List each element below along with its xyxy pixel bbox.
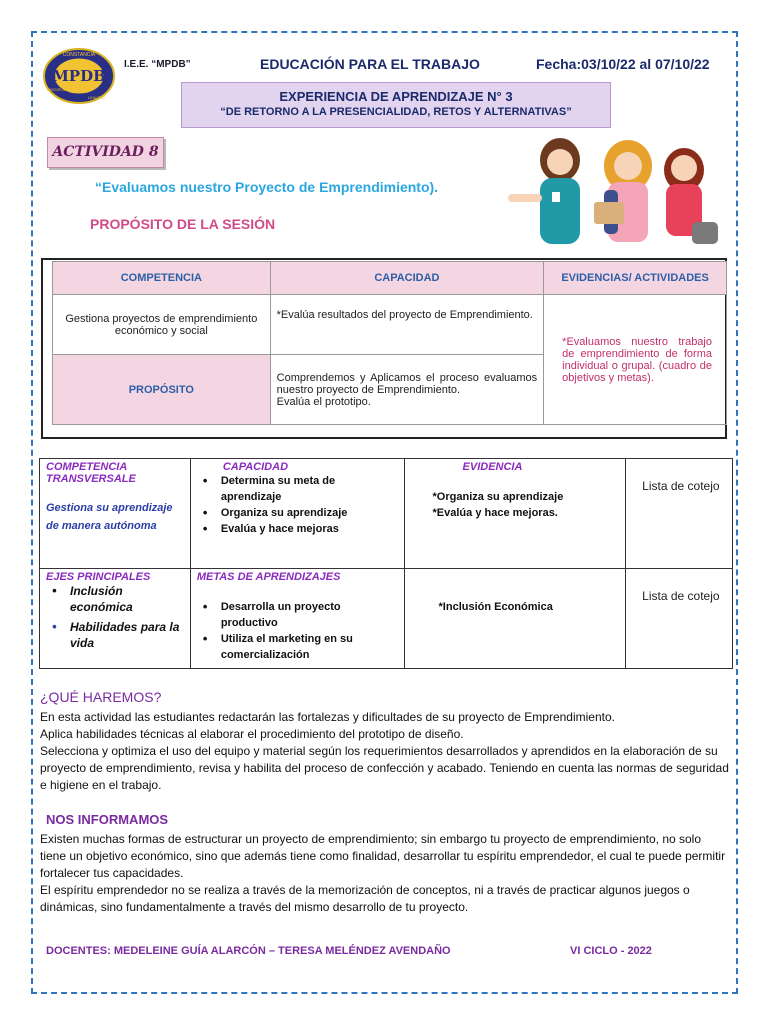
list-item: • Evalúa y hace mejoras (197, 521, 398, 537)
transversal-competence-value: Gestiona su aprendizaje de manera autónoma (46, 502, 173, 532)
list-item: • Habilidades para la vida (46, 619, 184, 651)
proposito-text-2: Evalúa el prototipo. (276, 395, 371, 408)
list-item: • Determina su meta de aprendizaje (197, 473, 398, 505)
experience-subtitle: “DE RETORNO A LA PRESENCIALIDAD, RETOS Y ALTERNATIVAS” (220, 106, 572, 118)
list-item: • Organiza su aprendizaje (197, 505, 398, 521)
students-illustration (496, 136, 722, 250)
tool-cell (626, 459, 733, 569)
subject-title: EDUCACIÓN PARA EL TRABAJO (260, 56, 480, 72)
evidence-item: *Organiza su aprendizaje (432, 491, 564, 503)
list-item: • Inclusión económica (46, 583, 184, 615)
what-we-do-paragraph-2: Aplica habilidades técnicas al elaborar el procedimiento del prototipo de diseño. (40, 727, 464, 741)
school-logo (42, 47, 116, 105)
what-we-do-heading: ¿QUÉ HAREMOS? (40, 689, 162, 705)
axes-cell (40, 569, 191, 669)
evidence-label: EVIDENCIA (462, 461, 523, 473)
experience-box (181, 82, 611, 128)
evidence-cell (404, 459, 626, 569)
session-purpose-heading: PROPÓSITO DE LA SESIÓN (90, 216, 276, 232)
list-item: • Desarrolla un proyecto productivo (197, 599, 398, 631)
what-we-do-paragraph-3: Selecciona y optimiza el uso del equipo y material según los requerimientos desarrollados y aprendidos en la elaboración de su proyecto de emprendimiento, revisa y habilita del proceso de confección y acabado. Teniendo en cuenta las normas de seguridad e higiene en el trabajo. (40, 744, 729, 792)
cycle-footer: VI CICLO - 2022 (570, 945, 652, 957)
proposito-label-text: PROPÓSITO (128, 383, 194, 396)
evidence-item: *Inclusión Económica (438, 601, 553, 613)
header-capacidad: CAPACIDAD (270, 262, 544, 295)
proposito-cell (270, 355, 544, 425)
proposito-label (53, 355, 271, 425)
capacity-cell (190, 459, 404, 569)
logo-letters: MPDB (52, 67, 106, 85)
activity-label: ACTIVIDAD 8 (47, 137, 164, 168)
tool-cell-2 (626, 569, 733, 669)
learning-goals-cell (190, 569, 404, 669)
capacity-label: CAPACIDAD (222, 461, 289, 473)
capacidad-cell: *Evalúa resultados del proyecto de Emprendimiento. (270, 295, 544, 355)
activity-title: “Evaluamos nuestro Proyecto de Emprendimiento). (95, 179, 439, 195)
transversal-competence-cell (40, 459, 191, 569)
tool-label: Lista de cotejo (642, 589, 720, 603)
proposito-text: Comprendemos y Aplicamos el proceso evaluamos nuestro proyecto de Emprendimiento. (276, 371, 538, 396)
logo-ring-right: LEALTAD (88, 95, 106, 100)
school-name: I.E.E. “MPDB” (124, 59, 191, 70)
date-range: Fecha:03/10/22 al 07/10/22 (536, 56, 710, 72)
inform-paragraph-1: Existen muchas formas de estructurar un proyecto de emprendimiento; sin embargo tu proyecto de emprendimiento, no solo tiene un objetivo económico, sino que además tiene como finalidad, desarrollar tu espíritu emprendedor, el cual te puede permitir fortalecer tus capacidades. (40, 832, 726, 880)
list-item: • Utiliza el marketing en su comercialización (197, 631, 398, 663)
teachers-footer: DOCENTES: MEDELEINE GUÍA ALARCÓN – TERESA MELÉNDEZ AVENDAÑO (46, 945, 451, 957)
header-evidencias: EVIDENCIAS/ ACTIVIDADES (544, 262, 727, 295)
evidencias-cell: *Evaluamos nuestro trabajo de emprendimiento de forma individual o grupal. (cuadro de objetivos y metas). (544, 295, 727, 425)
what-we-do-paragraph-1: En esta actividad las estudiantes redactarán las fortalezas y dificultades de su proyecto de Emprendimiento. (40, 710, 615, 724)
axes-list (46, 583, 184, 651)
capacity-list (197, 473, 398, 537)
purpose-table (52, 261, 727, 425)
inform-paragraph-2: El espíritu emprendedor no se realiza a través de la memorización de conceptos, ni a través de practicar algunos juegos o dinámicas, sino fundamentalmente a través del mismo desarrollo de tu proyecto. (40, 883, 690, 914)
competencia-cell: Gestiona proyectos de emprendimiento económico y social (53, 295, 271, 355)
logo-ring-left: DISCIPLINA (47, 87, 70, 92)
tool-label: Lista de cotejo (642, 479, 720, 493)
logo-ring-top: CONSTANCIA (62, 52, 96, 58)
evidence-cell-2 (404, 569, 626, 669)
experience-title: EXPERIENCIA DE APRENDIZAJE N° 3 (279, 89, 513, 104)
competencies-table (39, 458, 733, 669)
axes-label: EJES PRINCIPALES (46, 571, 151, 583)
learning-goals-label: METAS DE APRENDIZAJES (196, 571, 341, 583)
transversal-competence-label: COMPETENCIA TRANSVERSALE (46, 461, 136, 485)
inform-heading: NOS INFORMAMOS (46, 812, 169, 827)
evidence-item: *Evalúa y hace mejoras. (432, 507, 558, 519)
header-competencia: COMPETENCIA (53, 262, 271, 295)
learning-goals-list (197, 599, 398, 663)
